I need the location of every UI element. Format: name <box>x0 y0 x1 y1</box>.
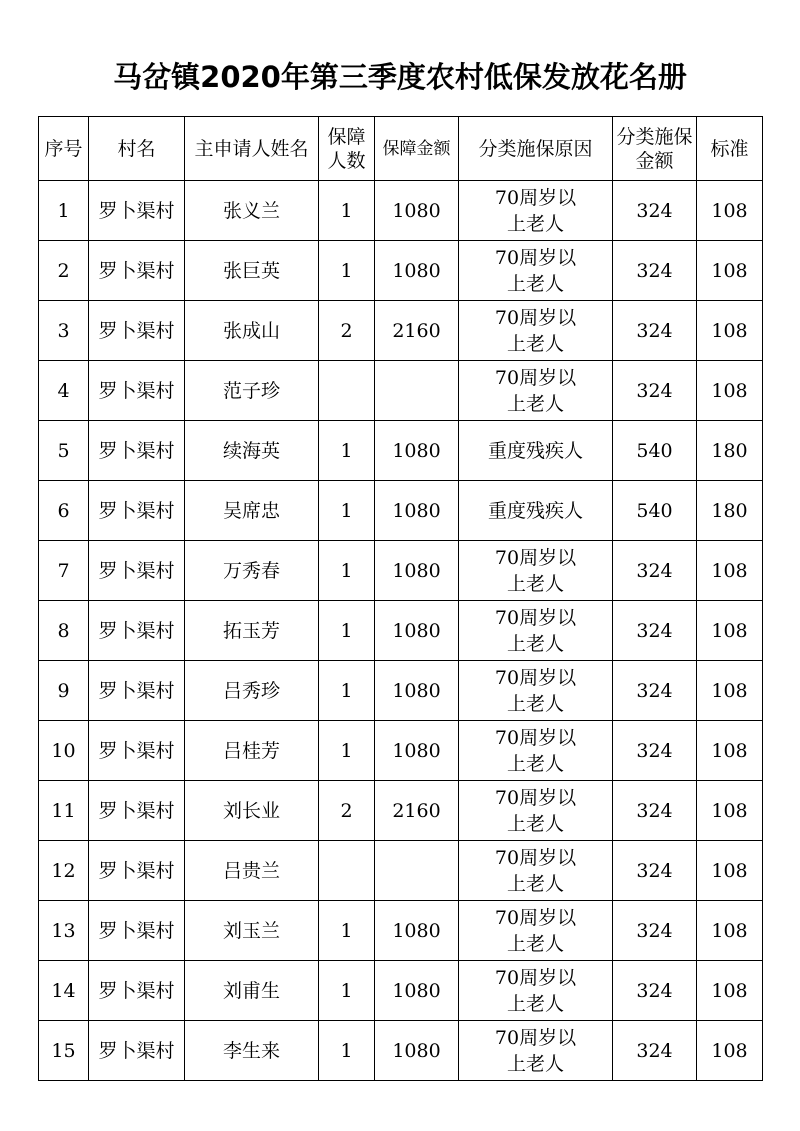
cell-persons <box>319 841 375 901</box>
cell-seq: 12 <box>39 841 89 901</box>
cell-amount: 2160 <box>375 301 459 361</box>
cell-class-amount: 324 <box>613 361 697 421</box>
cell-village: 罗卜渠村 <box>89 841 185 901</box>
cell-class-amount: 324 <box>613 781 697 841</box>
cell-class-amount: 324 <box>613 541 697 601</box>
cell-seq: 8 <box>39 601 89 661</box>
cell-village: 罗卜渠村 <box>89 781 185 841</box>
header-seq: 序号 <box>39 117 89 181</box>
cell-village: 罗卜渠村 <box>89 1021 185 1081</box>
cell-amount <box>375 841 459 901</box>
cell-persons: 1 <box>319 601 375 661</box>
page-title: 马岔镇2020年第三季度农村低保发放花名册 <box>113 60 687 94</box>
cell-amount: 1080 <box>375 961 459 1021</box>
cell-applicant-name: 刘玉兰 <box>185 901 319 961</box>
cell-applicant-name: 万秀春 <box>185 541 319 601</box>
table-row <box>39 661 763 721</box>
table-row <box>39 721 763 781</box>
cell-reason: 70周岁以上老人 <box>459 841 613 901</box>
roster-table <box>38 116 763 1081</box>
cell-persons: 1 <box>319 421 375 481</box>
cell-applicant-name: 刘甫生 <box>185 961 319 1021</box>
cell-village: 罗卜渠村 <box>89 721 185 781</box>
cell-amount: 1080 <box>375 661 459 721</box>
table-row <box>39 241 763 301</box>
cell-amount: 1080 <box>375 1021 459 1081</box>
cell-village: 罗卜渠村 <box>89 901 185 961</box>
cell-persons: 1 <box>319 1021 375 1081</box>
cell-village: 罗卜渠村 <box>89 361 185 421</box>
cell-class-amount: 324 <box>613 301 697 361</box>
cell-amount: 1080 <box>375 481 459 541</box>
cell-standard: 180 <box>697 481 763 541</box>
cell-persons: 1 <box>319 661 375 721</box>
table-row <box>39 181 763 241</box>
cell-standard: 108 <box>697 241 763 301</box>
cell-persons: 1 <box>319 961 375 1021</box>
table-row <box>39 1021 763 1081</box>
cell-village: 罗卜渠村 <box>89 601 185 661</box>
cell-class-amount: 324 <box>613 841 697 901</box>
cell-class-amount: 324 <box>613 961 697 1021</box>
cell-standard: 108 <box>697 901 763 961</box>
cell-reason: 70周岁以上老人 <box>459 781 613 841</box>
header-village: 村名 <box>89 117 185 181</box>
cell-amount: 1080 <box>375 241 459 301</box>
cell-reason: 70周岁以上老人 <box>459 901 613 961</box>
cell-standard: 108 <box>697 181 763 241</box>
roster-body <box>39 181 763 1081</box>
cell-seq: 9 <box>39 661 89 721</box>
cell-applicant-name: 吕贵兰 <box>185 841 319 901</box>
cell-standard: 108 <box>697 841 763 901</box>
cell-reason: 70周岁以上老人 <box>459 721 613 781</box>
header-standard: 标准 <box>697 117 763 181</box>
header-applicant: 主申请人姓名 <box>185 117 319 181</box>
cell-persons: 1 <box>319 721 375 781</box>
cell-seq: 7 <box>39 541 89 601</box>
cell-class-amount: 324 <box>613 721 697 781</box>
cell-class-amount: 540 <box>613 481 697 541</box>
header-class-amount: 分类施保金额 <box>613 117 697 181</box>
cell-applicant-name: 吕桂芳 <box>185 721 319 781</box>
cell-reason: 70周岁以上老人 <box>459 361 613 421</box>
cell-seq: 5 <box>39 421 89 481</box>
cell-reason: 70周岁以上老人 <box>459 241 613 301</box>
cell-village: 罗卜渠村 <box>89 481 185 541</box>
table-row <box>39 301 763 361</box>
cell-seq: 1 <box>39 181 89 241</box>
cell-village: 罗卜渠村 <box>89 181 185 241</box>
cell-standard: 108 <box>697 601 763 661</box>
cell-standard: 180 <box>697 421 763 481</box>
cell-village: 罗卜渠村 <box>89 421 185 481</box>
cell-seq: 3 <box>39 301 89 361</box>
header-persons: 保障人数 <box>319 117 375 181</box>
cell-reason: 重度残疾人 <box>459 481 613 541</box>
header-row <box>39 117 763 181</box>
cell-persons: 1 <box>319 901 375 961</box>
table-row <box>39 781 763 841</box>
cell-persons: 2 <box>319 781 375 841</box>
cell-standard: 108 <box>697 1021 763 1081</box>
cell-standard: 108 <box>697 781 763 841</box>
cell-standard: 108 <box>697 301 763 361</box>
header-reason: 分类施保原因 <box>459 117 613 181</box>
cell-persons: 1 <box>319 481 375 541</box>
cell-reason: 70周岁以上老人 <box>459 301 613 361</box>
header-amount: 保障金额 <box>375 117 459 181</box>
cell-applicant-name: 吕秀珍 <box>185 661 319 721</box>
table-row <box>39 361 763 421</box>
cell-applicant-name: 吴席忠 <box>185 481 319 541</box>
cell-seq: 2 <box>39 241 89 301</box>
cell-seq: 15 <box>39 1021 89 1081</box>
cell-seq: 14 <box>39 961 89 1021</box>
cell-seq: 6 <box>39 481 89 541</box>
cell-standard: 108 <box>697 361 763 421</box>
table-row <box>39 601 763 661</box>
cell-amount <box>375 361 459 421</box>
cell-applicant-name: 续海英 <box>185 421 319 481</box>
cell-class-amount: 324 <box>613 901 697 961</box>
cell-seq: 11 <box>39 781 89 841</box>
cell-applicant-name: 张成山 <box>185 301 319 361</box>
cell-amount: 2160 <box>375 781 459 841</box>
cell-class-amount: 324 <box>613 181 697 241</box>
cell-seq: 13 <box>39 901 89 961</box>
cell-applicant-name: 范子珍 <box>185 361 319 421</box>
table-row <box>39 901 763 961</box>
cell-reason: 70周岁以上老人 <box>459 181 613 241</box>
cell-reason: 70周岁以上老人 <box>459 1021 613 1081</box>
cell-applicant-name: 刘长业 <box>185 781 319 841</box>
table-row <box>39 421 763 481</box>
cell-seq: 4 <box>39 361 89 421</box>
cell-reason: 重度残疾人 <box>459 421 613 481</box>
cell-class-amount: 324 <box>613 1021 697 1081</box>
cell-reason: 70周岁以上老人 <box>459 541 613 601</box>
cell-persons: 1 <box>319 541 375 601</box>
cell-applicant-name: 李生来 <box>185 1021 319 1081</box>
cell-standard: 108 <box>697 721 763 781</box>
cell-village: 罗卜渠村 <box>89 661 185 721</box>
cell-applicant-name: 张义兰 <box>185 181 319 241</box>
cell-seq: 10 <box>39 721 89 781</box>
cell-amount: 1080 <box>375 421 459 481</box>
cell-persons: 1 <box>319 241 375 301</box>
cell-persons <box>319 361 375 421</box>
cell-class-amount: 540 <box>613 421 697 481</box>
cell-village: 罗卜渠村 <box>89 541 185 601</box>
cell-standard: 108 <box>697 541 763 601</box>
cell-amount: 1080 <box>375 721 459 781</box>
cell-persons: 2 <box>319 301 375 361</box>
cell-standard: 108 <box>697 661 763 721</box>
cell-applicant-name: 拓玉芳 <box>185 601 319 661</box>
cell-class-amount: 324 <box>613 601 697 661</box>
cell-class-amount: 324 <box>613 241 697 301</box>
table-row <box>39 841 763 901</box>
cell-village: 罗卜渠村 <box>89 301 185 361</box>
cell-class-amount: 324 <box>613 661 697 721</box>
cell-amount: 1080 <box>375 541 459 601</box>
cell-amount: 1080 <box>375 181 459 241</box>
cell-applicant-name: 张巨英 <box>185 241 319 301</box>
cell-standard: 108 <box>697 961 763 1021</box>
cell-village: 罗卜渠村 <box>89 241 185 301</box>
cell-amount: 1080 <box>375 601 459 661</box>
cell-reason: 70周岁以上老人 <box>459 661 613 721</box>
table-row <box>39 481 763 541</box>
table-row <box>39 541 763 601</box>
cell-reason: 70周岁以上老人 <box>459 601 613 661</box>
table-row <box>39 961 763 1021</box>
cell-reason: 70周岁以上老人 <box>459 961 613 1021</box>
cell-persons: 1 <box>319 181 375 241</box>
cell-amount: 1080 <box>375 901 459 961</box>
cell-village: 罗卜渠村 <box>89 961 185 1021</box>
